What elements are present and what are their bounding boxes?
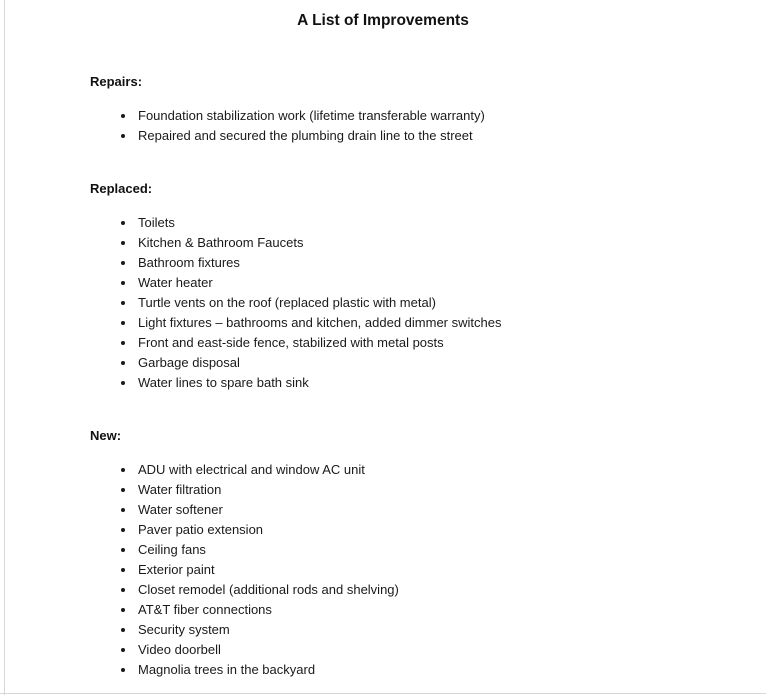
document-section [90,426,694,680]
bullet-list [90,213,694,393]
section-heading: New: [90,428,122,443]
list-item: • Water softener [136,500,694,520]
list-item: • Water filtration [136,480,694,500]
list-item: • Toilets [136,213,694,233]
list-item: • Foundation stabilization work (lifetime transferable warranty) [136,106,694,126]
document-title: A List of Improvements [297,12,469,29]
list-item: • Video doorbell [136,640,694,660]
list-item: • ADU with electrical and window AC unit [136,460,694,480]
document-sections [90,72,694,680]
bullet-list [90,460,694,680]
section-heading: Repairs: [90,74,143,89]
list-item: • Water heater [136,273,694,293]
list-item: • Exterior paint [136,560,694,580]
list-item: • Water lines to spare bath sink [136,373,694,393]
list-item: • Repaired and secured the plumbing drain line to the street [136,126,694,146]
list-item: • Closet remodel (additional rods and shelving) [136,580,694,600]
list-item: • Light fixtures – bathrooms and kitchen, added dimmer switches [136,313,694,333]
list-item: • Bathroom fixtures [136,253,694,273]
list-item: • Front and east-side fence, stabilized with metal posts [136,333,694,353]
document-section [90,72,694,146]
list-item: • Garbage disposal [136,353,694,373]
list-item: • Turtle vents on the roof (replaced plastic with metal) [136,293,694,313]
section-heading: Replaced: [90,181,153,196]
document-section [90,179,694,393]
bullet-list [90,106,694,146]
list-item: • Ceiling fans [136,540,694,560]
list-item: • Security system [136,620,694,640]
list-item: • Kitchen & Bathroom Faucets [136,233,694,253]
list-item: • Magnolia trees in the backyard [136,660,694,680]
list-item: • Paver patio extension [136,520,694,540]
list-item: • AT&T fiber connections [136,600,694,620]
